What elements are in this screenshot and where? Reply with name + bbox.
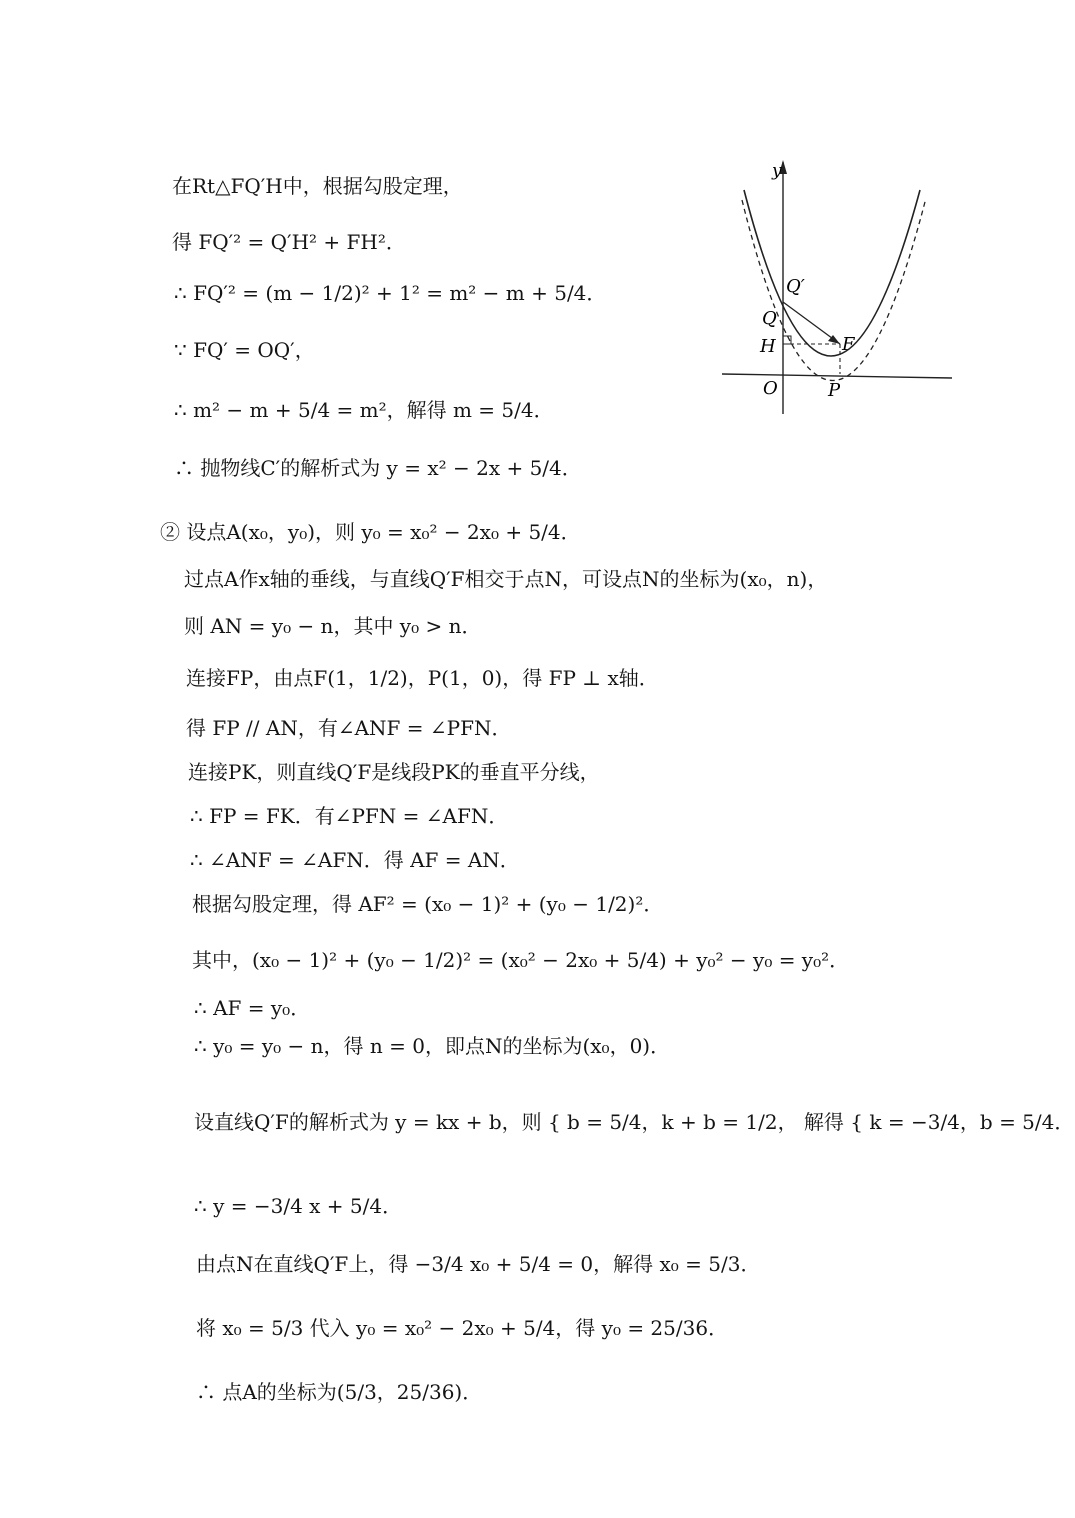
step-line: ∴ FP = FK．有∠PFN = ∠AFN． xyxy=(190,804,509,828)
step-line: 过点A作x轴的垂线，与直线Q′F相交于点N，可设点N的坐标为(x₀，n)， xyxy=(184,567,828,591)
step-line: ② 设点A(x₀，y₀)，则 y₀ = x₀² − 2x₀ + 5/4． xyxy=(160,520,581,544)
step-line: ∴ 抛物线C′的解析式为 y = x² − 2x + 5/4． xyxy=(174,456,582,480)
parabola-figure xyxy=(722,152,962,422)
step-line: 连接FP，由点F(1，1/2)，P(1，0)，得 FP ⊥ x轴． xyxy=(186,666,659,690)
step-line: ∴ 点A的坐标为(5/3，25/36)． xyxy=(196,1380,483,1404)
step-line: ∴ ∠ANF = ∠AFN．得 AF = AN． xyxy=(190,848,520,872)
step-line: ∴ m² − m + 5/4 = m²，解得 m = 5/4． xyxy=(174,398,554,422)
step-line: ∴ y₀ = y₀ − n，得 n = 0，即点N的坐标为(x₀，0)． xyxy=(194,1034,671,1058)
label-p: P xyxy=(828,380,841,401)
step-line: 设直线Q′F的解析式为 y = kx + b，则 { b = 5/4，k + b = 1/2， 解得 { k = −3/4，b = 5/4． xyxy=(194,1110,1075,1134)
step-line: 将 x₀ = 5/3 代入 y₀ = x₀² − 2x₀ + 5/4，得 y₀ = 25/36． xyxy=(196,1316,729,1340)
step-line: 其中，(x₀ − 1)² + (y₀ − 1/2)² = (x₀² − 2x₀ + 5/4) + y₀² − y₀ = y₀²． xyxy=(192,948,850,972)
label-q: Q xyxy=(762,308,777,329)
label-q-prime: Q′ xyxy=(786,276,805,297)
step-line: ∴ FQ′² = (m − 1/2)² + 1² = m² − m + 5/4． xyxy=(174,281,607,305)
step-line: 连接PK，则直线Q′F是线段PK的垂直平分线， xyxy=(188,760,600,784)
step-line: 在Rt△FQ′H中，根据勾股定理， xyxy=(172,174,463,198)
step-line: ∴ y = −3/4 x + 5/4． xyxy=(194,1194,403,1218)
x-axis xyxy=(722,374,952,378)
step-line: 得 FP // AN，有∠ANF = ∠PFN． xyxy=(186,716,512,740)
label-y: y xyxy=(772,161,782,181)
step-line: ∴ AF = y₀． xyxy=(194,996,311,1020)
step-line: 由点N在直线Q′F上，得 −3/4 x₀ + 5/4 = 0，解得 x₀ = 5/3． xyxy=(196,1252,761,1276)
step-line: 根据勾股定理，得 AF² = (x₀ − 1)² + (y₀ − 1/2)²． xyxy=(192,892,664,916)
parabola-c-prime xyxy=(744,190,920,356)
step-line: 得 FQ′² = Q′H² + FH²． xyxy=(172,230,406,254)
label-f: F xyxy=(842,334,855,355)
step-line: 则 AN = y₀ − n，其中 y₀ > n． xyxy=(184,614,482,638)
label-h: H xyxy=(760,336,776,357)
label-o: O xyxy=(763,378,778,399)
step-line: ∵ FQ′ = OQ′， xyxy=(174,338,315,362)
